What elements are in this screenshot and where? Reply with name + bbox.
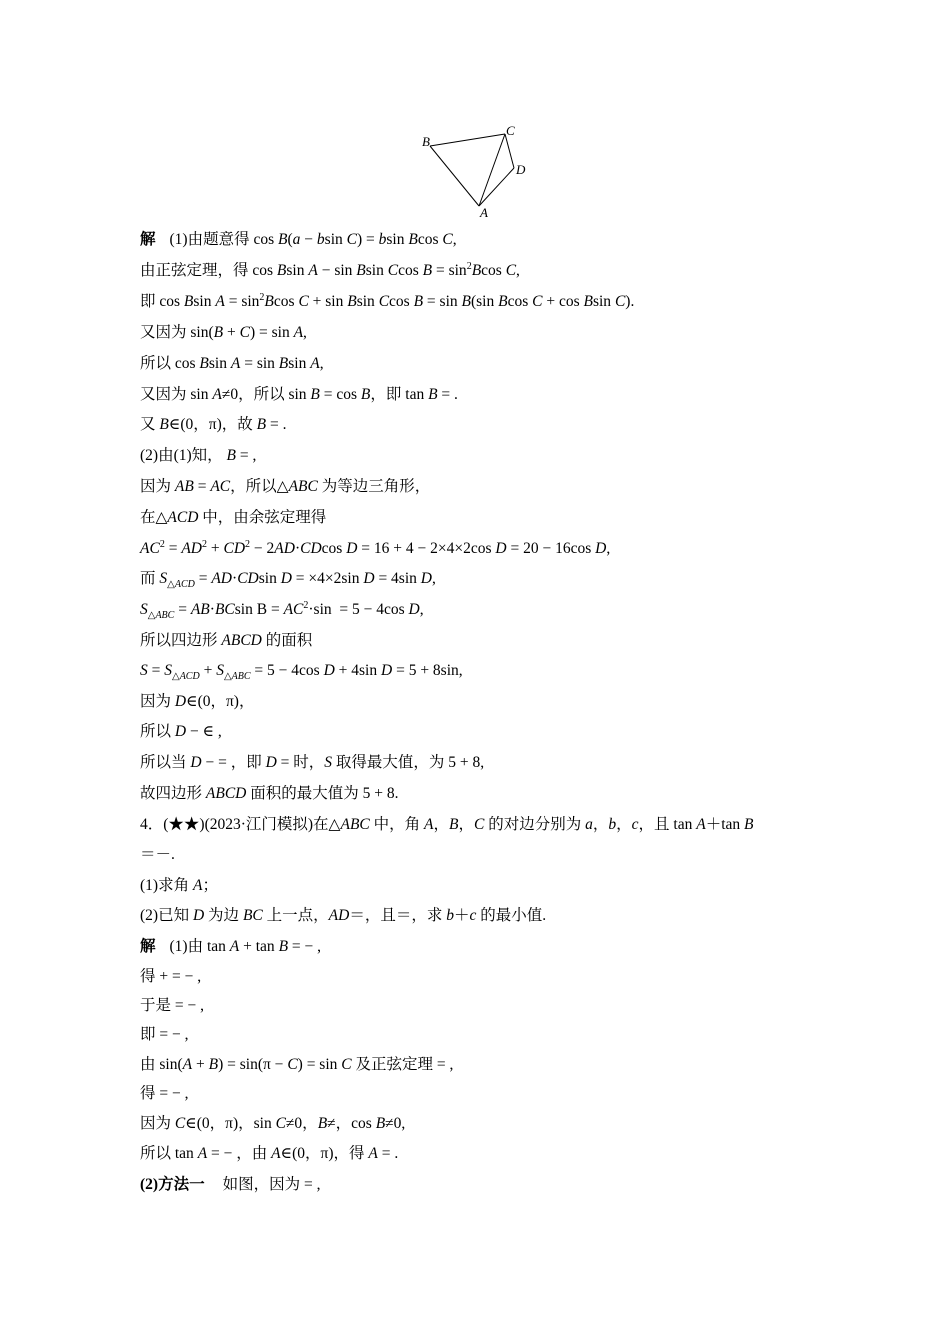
solution-line: 因为 D∈(0，π)， bbox=[140, 693, 255, 710]
solution-line: 因为 C∈(0，π)，sin C≠0，B≠，cos B≠0, bbox=[140, 1115, 406, 1132]
solution-line: 所以 D − ∈ , bbox=[140, 723, 222, 740]
solution-line: 得 + = − , bbox=[140, 968, 202, 985]
solution-line: 所以四边形 ABCD 的面积 bbox=[140, 632, 313, 649]
solution-line: 于是 = − , bbox=[140, 997, 204, 1014]
problem-4-statement: 4．(★★)(2023·江门模拟)在△ABC 中，角 A，B，C 的对边分别为 a，b，c，且 tan A＋tan B bbox=[140, 816, 754, 833]
solution-line: 在△ACD 中，由余弦定理得 bbox=[140, 509, 327, 526]
segment-da bbox=[479, 168, 514, 206]
solution-line: 解 (1)由 tan A + tan B = − , bbox=[140, 938, 322, 955]
solution-line: (2)由(1)知， B = , bbox=[140, 447, 257, 464]
segment-ca bbox=[479, 134, 505, 206]
solution-line: 由正弦定理，得 cos Bsin A − sin Bsin Ccos $B = \sin^2Bcos$ C, bbox=[140, 260, 520, 279]
solution-line: 故四边形 ABCD 面积的最大值为 5 + 8. bbox=[140, 785, 399, 802]
solution-line: 即 cos Bsin $A = \sin^2Bcos$ C + sin Bsin Ccos B = sin B(sin Bcos C + cos Bsin C). bbox=[140, 291, 635, 310]
solution-line: 得 = − , bbox=[140, 1085, 189, 1102]
solution-line: 所以当 D − = ，即 D = 时，S 取得最大值，为 5 + 8, bbox=[140, 754, 485, 771]
solution-line: 所以 tan A = − ，由 A∈(0，π)，得 A = . bbox=[140, 1145, 399, 1162]
segment-cd bbox=[505, 134, 514, 168]
solution-line: $S_{\triangle ABC} = AB\cdot BCsin$ $B = AC^2\cdot\sin = 5 - 4\cos$ D, bbox=[140, 599, 424, 622]
solution-line: 解 (1)由题意得 cos B(a − bsin C) = bsin Bcos C, bbox=[140, 231, 457, 248]
problem-4-part-1: (1)求角 A； bbox=[140, 877, 218, 894]
label-b: B bbox=[422, 134, 430, 149]
solution-line: (2)方法一 如图，因为 = , bbox=[140, 1176, 321, 1193]
solution-line: 又因为 sin A≠0，所以 sin B = cos B，即 tan B = . bbox=[140, 386, 458, 403]
solution-line: $AC^2 = AD^2 + CD^2 - 2AD\cdot CDcos$ D = 16 + 4 − 2×4×2cos D = 20 − 16cos D, bbox=[140, 538, 611, 557]
solution-mark: 解 bbox=[140, 231, 156, 248]
solution-line: $S = S_{\triangle ACD} + S_{\triangle ABC} = 5 - 4\cos$ D + 4sin D = 5 + 8sin, bbox=[140, 662, 463, 683]
segment-ba bbox=[430, 146, 479, 206]
solution-line: 由 sin(A + B) = sin(π − C) = sin C 及正弦定理 = , bbox=[140, 1056, 454, 1073]
label-c: C bbox=[506, 123, 515, 138]
solution-line: 而 $S_{\triangle ACD} = AD\cdot CDsin$ D = ×4×2sin D = 4sin D, bbox=[140, 570, 436, 591]
solution-line: 又 B∈(0，π)，故 B = . bbox=[140, 416, 287, 433]
label-a: A bbox=[480, 205, 488, 220]
solution-line: 又因为 sin(B + C) = sin A, bbox=[140, 324, 307, 341]
solution-line: 因为 AB = AC，所以△ABC 为等边三角形， bbox=[140, 478, 431, 495]
problem-4-part-2: (2)已知 D 为边 BC 上一点，AD＝，且＝，求 b＋c 的最小值. bbox=[140, 907, 547, 924]
solution-line: 即 = − , bbox=[140, 1026, 189, 1043]
label-d: D bbox=[516, 162, 526, 177]
solution-line: 所以 cos Bsin A = sin Bsin A, bbox=[140, 355, 324, 372]
quadrilateral-figure bbox=[418, 120, 530, 222]
segment-bc bbox=[430, 134, 505, 146]
problem-4-statement-cont: ＝－. bbox=[140, 846, 175, 863]
